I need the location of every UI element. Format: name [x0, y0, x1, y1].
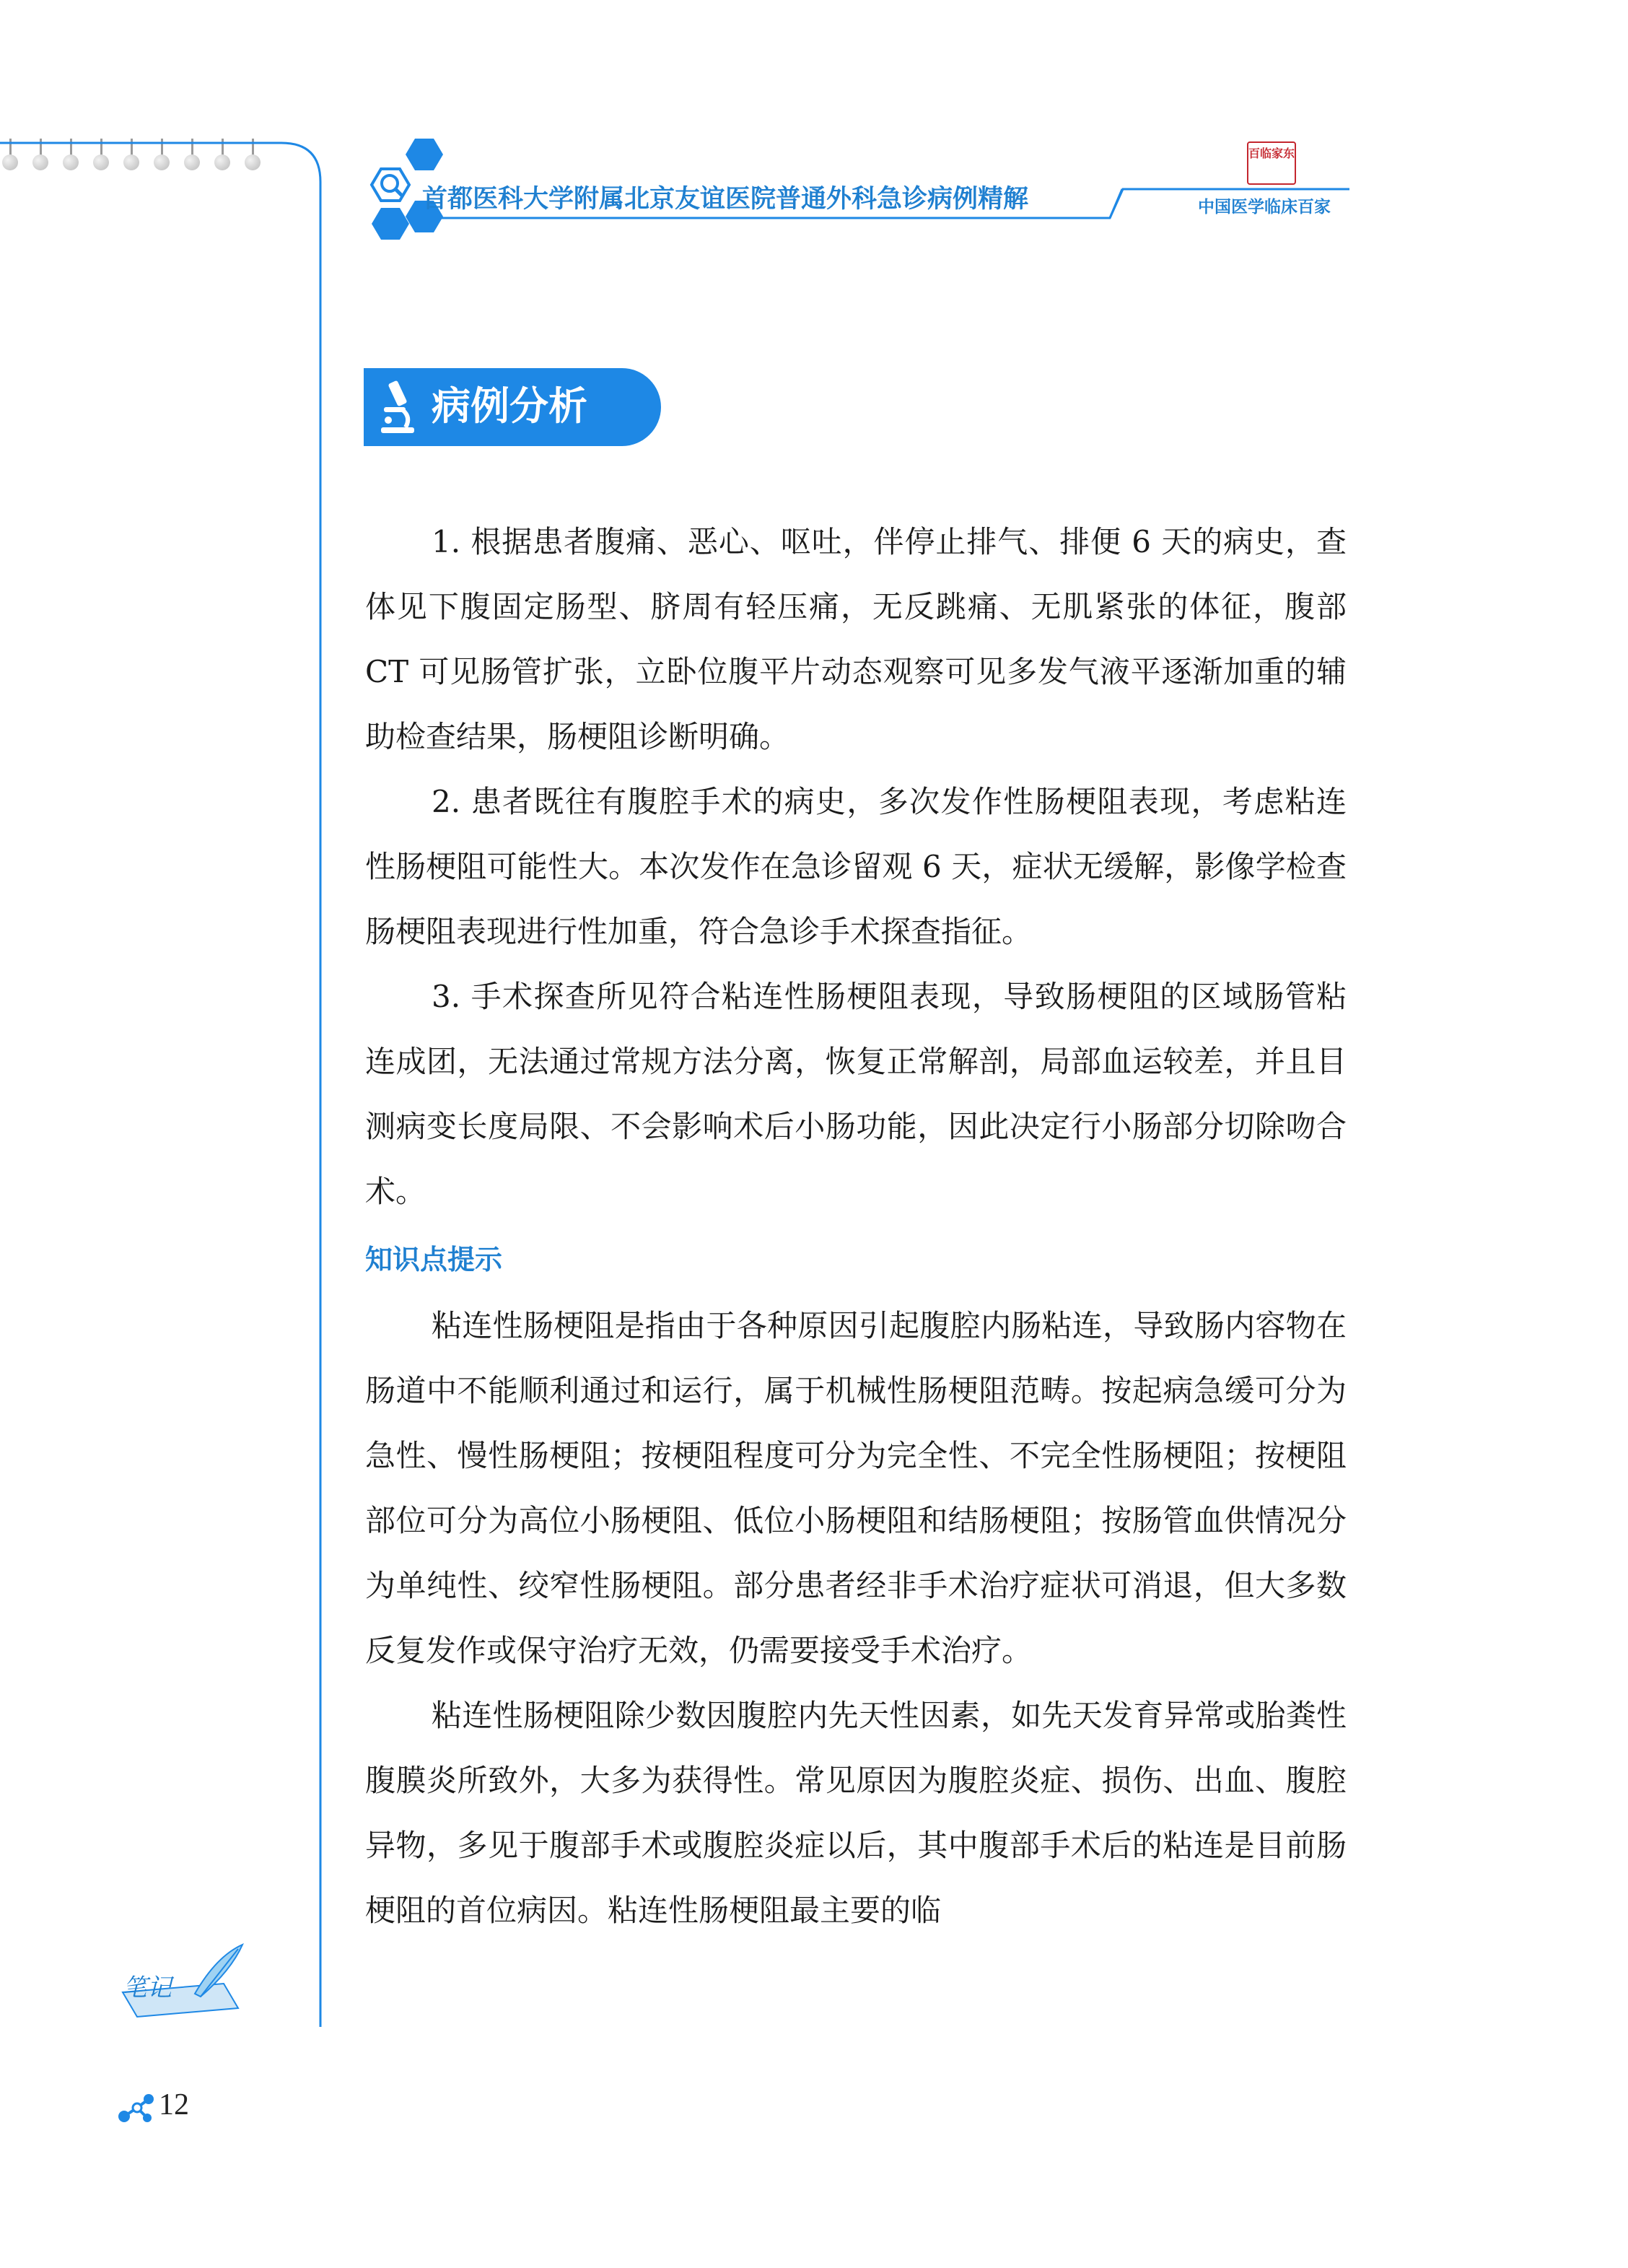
- notes-label: 笔记: [123, 1973, 172, 2002]
- microscope-icon: [378, 378, 417, 436]
- knowledge-heading: 知识点提示: [365, 1244, 503, 1275]
- brand-logo-text: 百临家东: [1248, 147, 1295, 160]
- paragraph: 2. 患者既往有腹腔手术的病史，多次发作性肠梗阻表现，考虑粘连性肠梗阻可能性大。本次发作在急诊留观 6 天，症状无缓解，影像学检查肠梗阻表现进行性加重，符合急诊手术探查指征。: [365, 784, 1347, 949]
- binding-dots: [0, 139, 274, 167]
- section-heading: 病例分析: [432, 383, 587, 429]
- paragraph: 3. 手术探查所见符合粘连性肠梗阻表现，导致肠梗阻的区域肠管粘连成团，无法通过常规方法分离，恢复正常解剖，局部血运较差，并且目测病变长度局限、不会影响术后小肠功能，因此决定行小肠部分切除吻合术。: [365, 979, 1347, 1209]
- section-banner: [364, 368, 661, 446]
- brand-text: 中国医学临床百家: [1198, 198, 1331, 217]
- header-title: 首都医科大学附属北京友谊医院普通外科急诊病例精解: [422, 185, 1029, 214]
- paragraph: 粘连性肠梗阻除少数因腹腔内先天性因素，如先天发育异常或胎粪性腹膜炎所致外，大多为获得性。常见原因为腹腔炎症、损伤、出血、腹腔异物，多见于腹部手术或腹腔炎症以后，其中腹部手术后的粘连是目前肠梗阻的首位病因。粘连性肠梗阻最主要的临: [365, 1698, 1347, 1928]
- brand-logo: [1247, 141, 1296, 185]
- paragraph: 粘连性肠梗阻是指由于各种原因引起腹腔内肠粘连，导致肠内容物在肠道中不能顺利通过和运行，属于机械性肠梗阻范畴。按起病急缓可分为急性、慢性肠梗阻；按梗阻程度可分为完全性、不完全性肠梗阻；按梗阻部位可分为高位小肠梗阻、低位小肠梗阻和结肠梗阻；按肠管血供情况分为单纯性、绞窄性肠梗阻。部分患者经非手术治疗症状可消退，但大多数反复发作或保守治疗无效，仍需要接受手术治疗。: [365, 1308, 1347, 1668]
- page-number: 12: [159, 2088, 189, 2121]
- paragraph: 1. 根据患者腹痛、恶心、呕吐，伴停止排气、排便 6 天的病史，查体见下腹固定肠型、脐周有轻压痛，无反跳痛、无肌紧张的体征，腹部 CT 可见肠管扩张，立卧位腹平片动态观察可见多发气液平逐渐加重的辅助检查结果，肠梗阻诊断明确。: [365, 524, 1347, 754]
- molecule-icon: [115, 2092, 156, 2125]
- body-text: [365, 510, 1347, 1943]
